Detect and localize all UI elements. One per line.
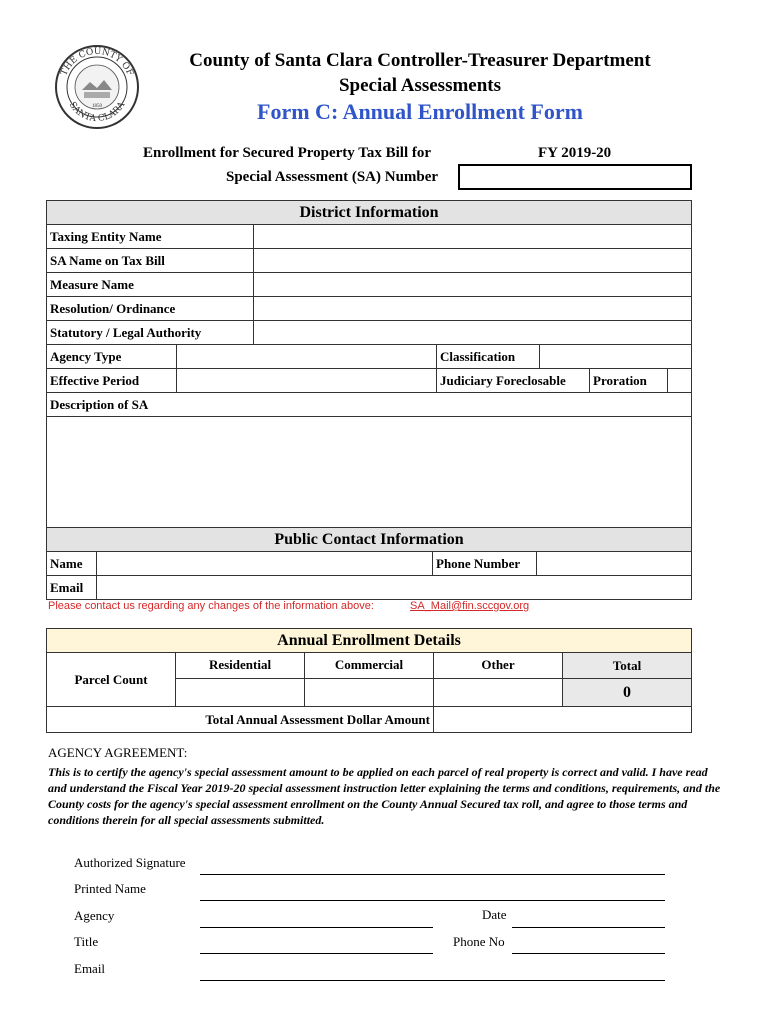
statutory-label: Statutory / Legal Authority xyxy=(47,321,254,345)
contact-email-label: Email xyxy=(47,576,97,600)
commercial-field[interactable] xyxy=(305,679,434,707)
enrollment-details-heading: Annual Enrollment Details xyxy=(47,629,692,653)
description-field[interactable] xyxy=(47,417,692,529)
sa-name-field[interactable] xyxy=(254,249,692,273)
description-label: Description of SA xyxy=(47,393,692,417)
contact-email-field[interactable] xyxy=(97,576,692,600)
phone-no-line[interactable] xyxy=(512,953,665,954)
effective-period-field[interactable] xyxy=(177,369,437,393)
resolution-field[interactable] xyxy=(254,297,692,321)
phone-no-label: Phone No xyxy=(453,934,505,949)
county-seal-logo xyxy=(54,44,140,130)
contact-section-heading: Public Contact Information xyxy=(47,528,692,552)
title-line[interactable] xyxy=(200,953,433,954)
agency-line[interactable] xyxy=(200,927,433,928)
contact-name-label: Name xyxy=(47,552,97,576)
enrollment-details-table xyxy=(46,628,692,733)
total-value: 0 xyxy=(563,679,692,707)
classification-field[interactable] xyxy=(540,345,692,369)
contact-note: Please contact us regarding any changes of the information above: xyxy=(48,600,374,612)
total-amount-label: Total Annual Assessment Dollar Amount xyxy=(47,707,434,733)
agreement-text: This is to certify the agency's special assessment amount to be applied on each parcel of real property is correct and valid. I have read and understand the Fiscal Year 2019-20 special assessment instruction letter explaining the terms and conditions, requirements, and the County costs for the agency's special assessment enrollment on the County Annual Secured tax roll, and agree to those terms and conditions therein for all special assessments submitted. xyxy=(48,765,721,827)
taxing-entity-label: Taxing Entity Name xyxy=(47,225,254,249)
other-label: Other xyxy=(434,653,563,679)
fiscal-year: FY 2019-20 xyxy=(538,145,612,161)
sa-number-field[interactable] xyxy=(458,164,692,190)
svg-text:SANTA CLARA: SANTA CLARA xyxy=(66,100,128,125)
classification-label: Classification xyxy=(437,345,540,369)
agreement-heading: AGENCY AGREEMENT: xyxy=(48,745,188,760)
measure-name-field[interactable] xyxy=(254,273,692,297)
judiciary-label: Judiciary Foreclosable xyxy=(437,369,590,393)
email-label: Email xyxy=(74,961,106,976)
printed-name-line[interactable] xyxy=(200,900,665,901)
agency-type-field[interactable] xyxy=(177,345,437,369)
form-title: Form C: Annual Enrollment Form xyxy=(257,99,583,124)
sa-mail-link[interactable]: SA_Mail@fin.sccgov.org xyxy=(410,600,530,612)
total-label: Total xyxy=(563,653,692,679)
email-line[interactable] xyxy=(200,980,665,981)
date-label: Date xyxy=(482,907,507,922)
residential-label: Residential xyxy=(176,653,305,679)
total-amount-field[interactable] xyxy=(434,707,692,733)
proration-label: Proration xyxy=(590,369,668,393)
enrollment-label: Enrollment for Secured Property Tax Bill for xyxy=(143,145,432,161)
date-line[interactable] xyxy=(512,927,665,928)
printed-name-label: Printed Name xyxy=(74,881,146,896)
svg-text:THE COUNTY OF: THE COUNTY OF xyxy=(59,46,135,78)
authorized-signature-line[interactable] xyxy=(200,874,665,875)
other-field[interactable] xyxy=(434,679,563,707)
svg-text:1850: 1850 xyxy=(92,104,102,109)
measure-name-label: Measure Name xyxy=(47,273,254,297)
sa-name-label: SA Name on Tax Bill xyxy=(47,249,254,273)
commercial-label: Commercial xyxy=(305,653,434,679)
taxing-entity-field[interactable] xyxy=(254,225,692,249)
resolution-label: Resolution/ Ordinance xyxy=(47,297,254,321)
effective-period-label: Effective Period xyxy=(47,369,177,393)
parcel-count-label: Parcel Count xyxy=(47,653,176,707)
district-information-table xyxy=(46,200,692,529)
agency-label: Agency xyxy=(74,908,115,923)
statutory-field[interactable] xyxy=(254,321,692,345)
sa-number-label: Special Assessment (SA) Number xyxy=(226,169,439,185)
proration-field[interactable] xyxy=(668,369,692,393)
contact-name-field[interactable] xyxy=(97,552,433,576)
district-section-heading: District Information xyxy=(47,201,692,225)
title-label: Title xyxy=(74,934,99,949)
contact-phone-label: Phone Number xyxy=(433,552,537,576)
department-title: County of Santa Clara Controller-Treasurer Department xyxy=(189,50,651,71)
agency-type-label: Agency Type xyxy=(47,345,177,369)
residential-field[interactable] xyxy=(176,679,305,707)
contact-phone-field[interactable] xyxy=(537,552,692,576)
public-contact-table xyxy=(46,527,692,600)
department-subtitle: Special Assessments xyxy=(338,75,502,96)
authorized-signature-label: Authorized Signature xyxy=(74,855,186,870)
